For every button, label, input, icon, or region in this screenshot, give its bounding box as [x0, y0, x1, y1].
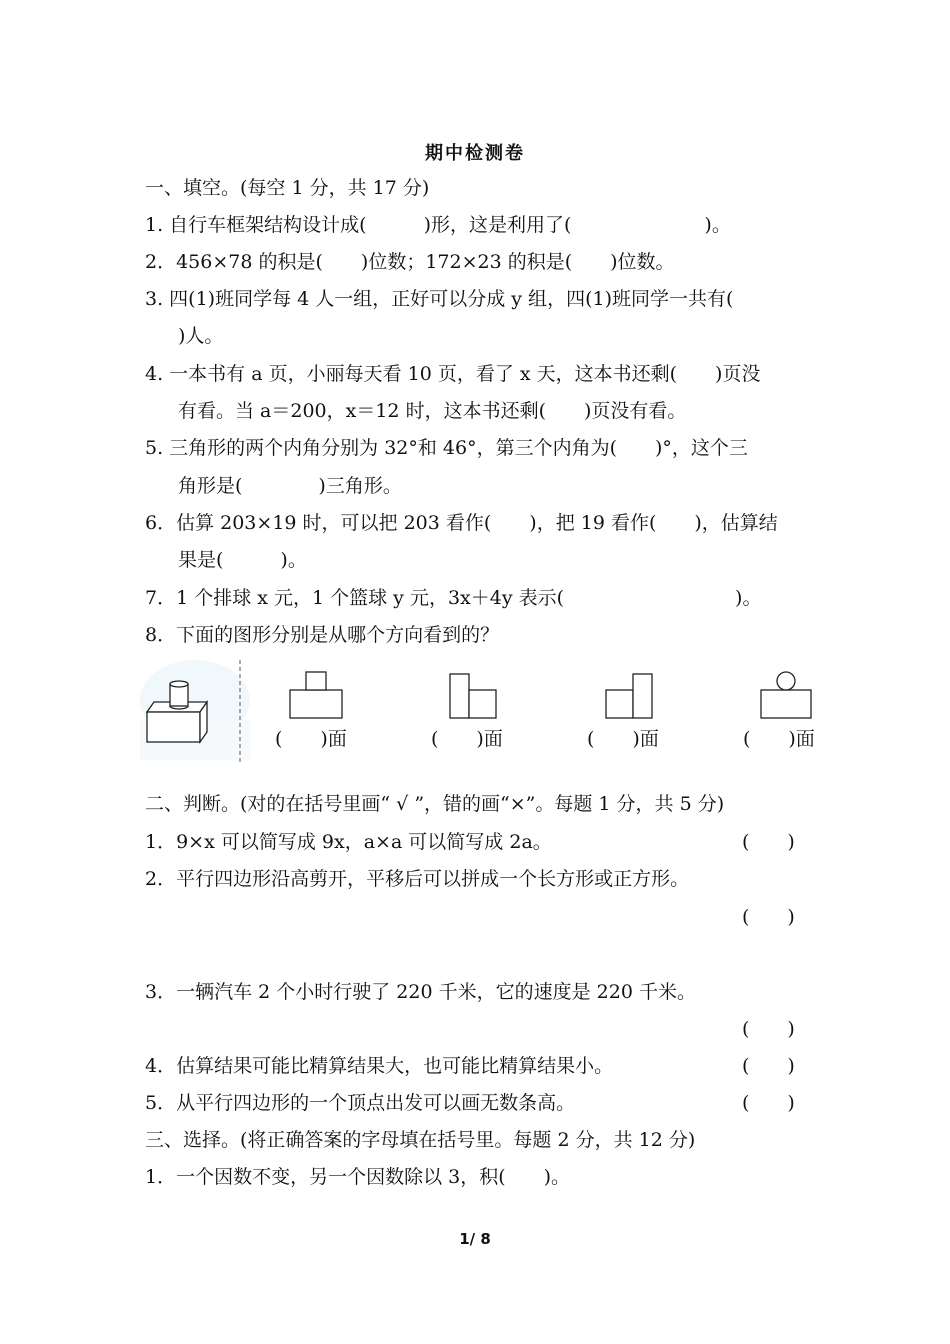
s1-q4-line2: 有看。当 a＝200，x＝12 时，这本书还剩( )页没有看。: [178, 400, 687, 422]
s1-q5-line2: 角形是( )三角形。: [178, 475, 402, 497]
s1-q6-line2: 果是( )。: [178, 549, 307, 571]
s1-q7: 7．1 个排球 x 元，1 个篮球 y 元，3x＋4y 表示( )。: [145, 587, 762, 609]
s1-q8: 8．下面的图形分别是从哪个方向看到的？: [145, 624, 500, 646]
s2-q4-answer[interactable]: ( ): [742, 1055, 795, 1077]
face-answer-3[interactable]: ( )面: [587, 728, 659, 750]
s2-q2-answer[interactable]: ( ): [742, 906, 795, 928]
page-title: 期中检测卷: [425, 143, 525, 164]
face-answer-1[interactable]: ( )面: [275, 728, 347, 750]
view-side-left-icon: [450, 674, 496, 718]
s1-q6-line1: 6．估算 203×19 时，可以把 203 看作( )，把 19 看作( )，估算结: [145, 512, 778, 534]
view-front-icon: [290, 672, 342, 718]
s1-q3-line1: 3. 四(1)班同学每 4 人一组，正好可以分成 y 组，四(1)班同学一共有(: [145, 288, 734, 310]
section3-heading: 三、选择。(将正确答案的字母填在括号里。每题 2 分，共 12 分): [145, 1129, 696, 1151]
s2-q5: 5．从平行四边形的一个顶点出发可以画无数条高。: [145, 1092, 576, 1114]
s2-q4: 4．估算结果可能比精算结果大，也可能比精算结果小。: [145, 1055, 614, 1077]
s1-q3-line2: )人。: [178, 325, 224, 347]
s1-q4-line1: 4. 一本书有 a 页，小丽每天看 10 页，看了 x 天，这本书还剩( )页没: [145, 363, 761, 385]
page-number: 1/ 8: [459, 1230, 491, 1248]
view-top-icon: [761, 672, 811, 718]
s2-q3-answer[interactable]: ( ): [742, 1018, 795, 1040]
s2-q2: 2．平行四边形沿高剪开，平移后可以拼成一个长方形或正方形。: [145, 868, 690, 890]
s1-q1: 1. 自行车框架结构设计成( )形，这是利用了( )。: [145, 214, 731, 236]
view-side-right-icon: [606, 674, 652, 718]
section1-heading: 一、填空。(每空 1 分，共 17 分): [145, 177, 430, 199]
face-answer-4[interactable]: ( )面: [743, 728, 815, 750]
section2-heading: 二、判断。(对的在括号里画“ √ ”，错的画“×”。每题 1 分，共 5 分): [145, 793, 725, 815]
s1-q2: 2．456×78 的积是( )位数；172×23 的积是( )位数。: [145, 251, 675, 273]
s2-q1-answer[interactable]: ( ): [742, 831, 795, 853]
s3-q1: 1．一个因数不变，另一个因数除以 3，积( )。: [145, 1166, 571, 1188]
face-answer-2[interactable]: ( )面: [431, 728, 503, 750]
s1-q5-line1: 5. 三角形的两个内角分别为 32°和 46°，第三个内角为( )°，这个三: [145, 437, 748, 459]
s2-q3: 3．一辆汽车 2 个小时行驶了 220 千米，它的速度是 220 千米。: [145, 981, 696, 1003]
s2-q1: 1．9×x 可以简写成 9x，a×a 可以简写成 2a。: [145, 831, 552, 853]
s2-q5-answer[interactable]: ( ): [742, 1092, 795, 1114]
